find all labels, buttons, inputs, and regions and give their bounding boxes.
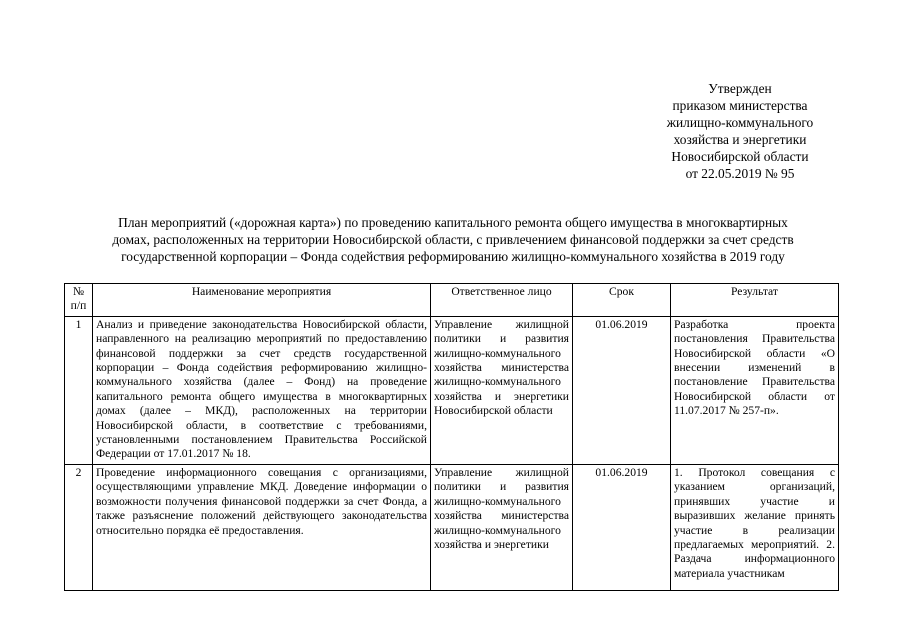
approval-line: приказом министерства xyxy=(672,98,808,113)
row-responsible xyxy=(431,464,573,590)
row-term: 01.06.2019 xyxy=(573,316,671,464)
row-num: 1 xyxy=(65,316,93,464)
table-row xyxy=(65,316,839,464)
approval-line: Утвержден xyxy=(708,81,772,96)
plan-table xyxy=(64,283,839,591)
header-num: № п/п xyxy=(65,284,93,317)
approval-line: хозяйства и энергетики xyxy=(673,132,807,147)
row-result: Разработка проекта постановления Правительства Новосибирской области «О внесении изменений в постановление Правительства Новосибирской области от 11.07.2017 № 257-п». xyxy=(671,316,839,464)
row-responsible: Управление жилищной политики и развития жилищно-коммунального хозяйства министерства жилищно-коммунального хозяйства и энергетики Новосибирской области xyxy=(431,316,573,464)
header-name: Наименование мероприятия xyxy=(93,284,431,317)
row-result xyxy=(671,464,839,590)
row-name-text: Проведение информационного совещания с организациями, осуществляющими управление МКД. Доведение информации о возможности получения финансовой поддержки за счет Фонда, а также разъяснение положений действующего законодательства относительно порядка её предоставления. xyxy=(96,465,427,537)
header-responsible: Ответственное лицо xyxy=(431,284,573,317)
header-result: Результат xyxy=(671,284,839,317)
approval-line: жилищно-коммунального xyxy=(666,115,814,130)
row-result-text: 1. Протокол совещания с указанием организаций, принявших участие и выразивших желание принять участие в реализации предлагаемых мероприятий. 2. Раздача информационного материала участникам xyxy=(674,465,835,580)
title-line: государственной корпорации – Фонда содействия реформированию жилищно-коммунального хозяйства в 2019 году xyxy=(121,249,785,264)
document-title xyxy=(68,214,838,265)
title-line: домах, расположенных на территории Новосибирской области, с привлечением финансовой поддержки за счет средств xyxy=(112,232,794,247)
row-num: 2 xyxy=(65,464,93,590)
title-line: План мероприятий («дорожная карта») по проведению капитального ремонта общего имущества в многоквартирных xyxy=(118,215,788,230)
row-name: Анализ и приведение законодательства Новосибирской области, направленного на реализацию мероприятий по предоставлению финансовой поддержки за счет средств государственной корпорации – Фонда содействия реформированию жилищно-коммунального хозяйства (далее – Фонд) на проведение капитального ремонта общего имущества в многоквартирных домах (далее – МКД), расположенных на территории Новосибирской области, в соответствие с требованиями, установленными постановлением Правительства Российской Федерации от 17.01.2017 № 18. xyxy=(93,316,431,464)
row-responsible-text: Управление жилищной политики и развития жилищно-коммунального хозяйства министерства жилищно-коммунального хозяйства и энергетики xyxy=(434,465,569,551)
approval-line: Новосибирской области xyxy=(671,149,809,164)
header-term: Срок xyxy=(573,284,671,317)
approval-line: от 22.05.2019 № 95 xyxy=(685,166,795,181)
approval-block xyxy=(620,80,860,182)
row-name xyxy=(93,464,431,590)
table-header-row xyxy=(65,284,839,317)
row-term: 01.06.2019 xyxy=(573,464,671,590)
table-row xyxy=(65,464,839,590)
